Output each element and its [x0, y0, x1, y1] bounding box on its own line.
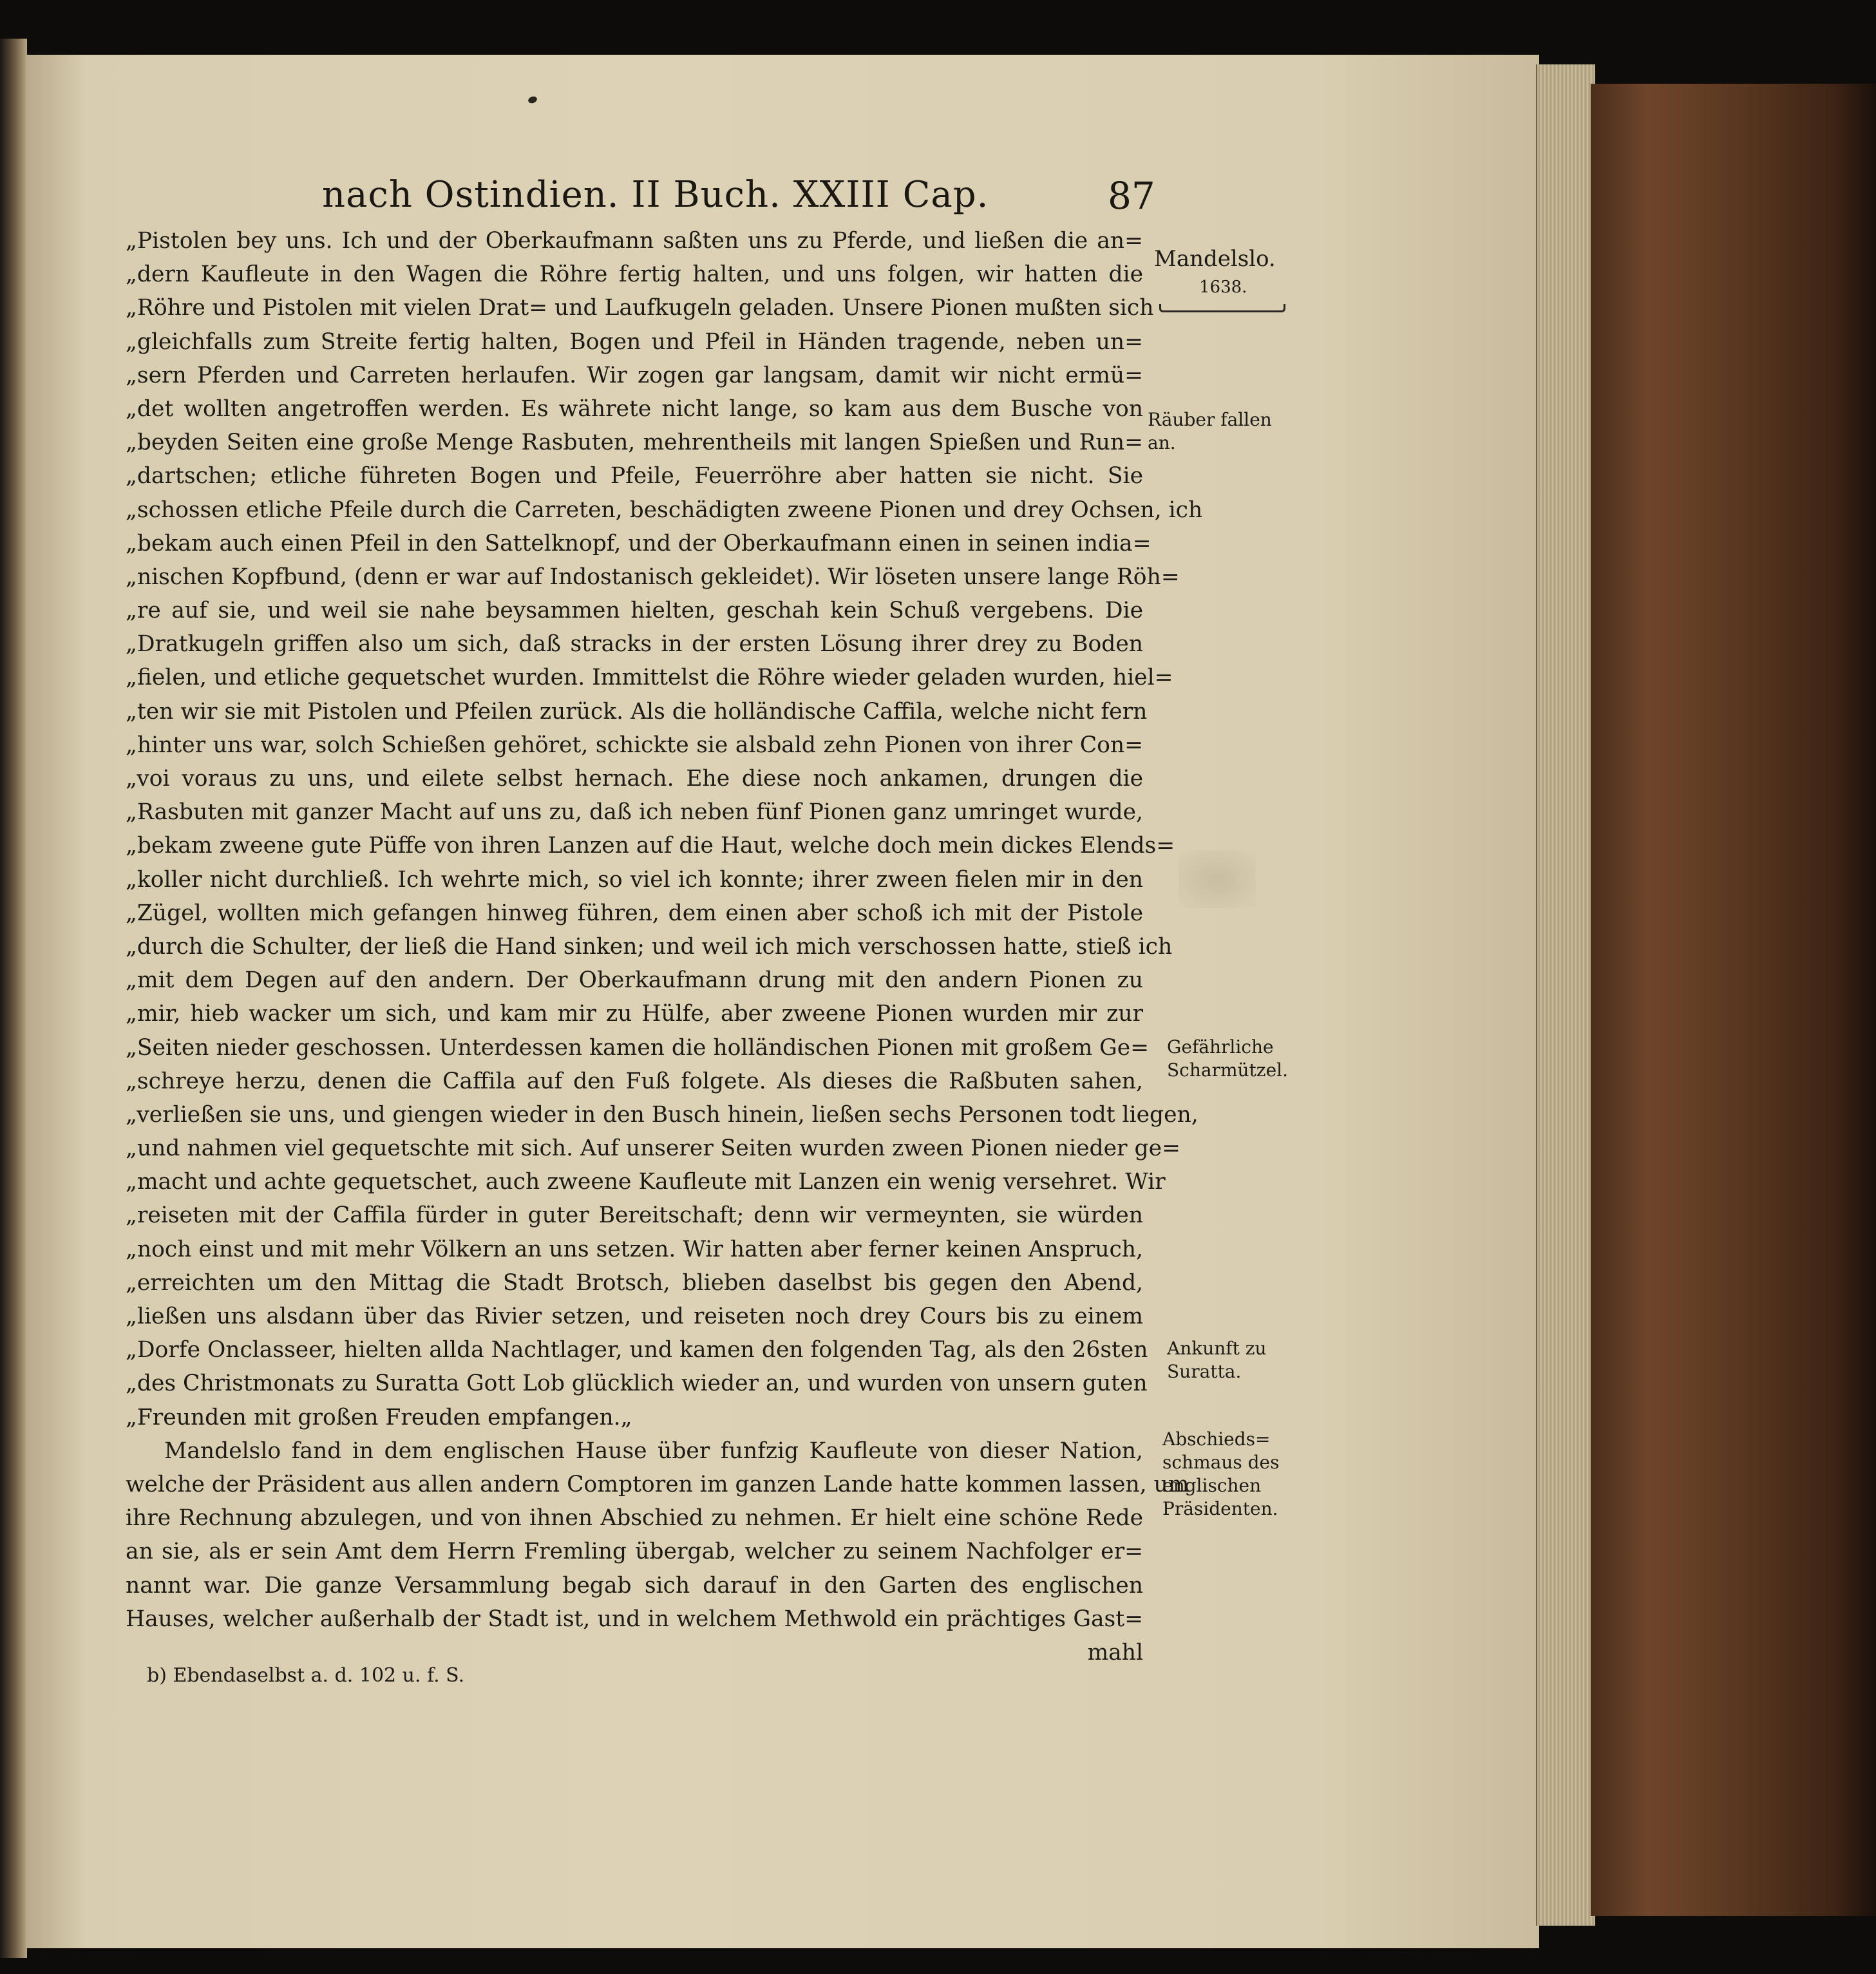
text-line: ihre Rechnung abzulegen, und von ihnen Abschied zu nehmen. Er hielt eine schöne Rede	[126, 1505, 1143, 1532]
text-line: „schossen etliche Pfeile durch die Carreten, beschädigten zweene Pionen und drey Ochsen, ich	[126, 497, 1203, 523]
page-block-edges	[1536, 64, 1595, 1926]
margin-note-line: an.	[1148, 432, 1176, 453]
margin-note-ankunft	[1167, 1337, 1267, 1383]
text-line: „Pistolen bey uns. Ich und der Oberkaufmann saßten uns zu Pferde, und ließen die an=	[126, 228, 1143, 254]
text-line: Hauses, welcher außerhalb der Stadt ist, und in welchem Methwold ein prächtiges Gast=	[126, 1606, 1143, 1632]
margin-note-abschieds	[1162, 1428, 1280, 1521]
margin-note-line: Räuber fallen	[1148, 409, 1272, 430]
text-line: „Rasbuten mit ganzer Macht auf uns zu, daß ich neben fünf Pionen ganz umringet wurde,	[126, 799, 1143, 826]
text-line: „beyden Seiten eine große Menge Rasbuten, mehrentheils mit langen Spießen und Run=	[126, 430, 1143, 456]
text-line: „macht und achte gequetschet, auch zweene Kaufleute mit Lanzen ein wenig versehret. Wir	[126, 1169, 1166, 1195]
text-line: „Dratkugeln griffen also um sich, daß stracks in der ersten Lösung ihrer drey zu Boden	[126, 631, 1143, 658]
text-line: „mir, hieb wacker um sich, und kam mir zu Hülfe, aber zweene Pionen wurden mir zur	[126, 1001, 1143, 1027]
margin-bracket	[1159, 304, 1285, 312]
margin-note-line: Suratta.	[1167, 1361, 1242, 1382]
text-line: „bekam zweene gute Püffe von ihren Lanzen auf die Haut, welche doch mein dickes Elends=	[126, 833, 1175, 859]
text-line: an sie, als er sein Amt dem Herrn Fremling übergab, welcher zu seinem Nachfolger er=	[126, 1539, 1143, 1565]
margin-note-gefaehrliche	[1167, 1036, 1288, 1082]
text-line: „fielen, und etliche gequetschet wurden. Immittelst die Röhre wieder geladen wurden, hiel=	[126, 665, 1173, 691]
margin-note-line: schmaus des	[1162, 1452, 1280, 1473]
text-line: „des Christmonats zu Suratta Gott Lob glücklich wieder an, und wurden von unsern guten	[126, 1371, 1148, 1397]
text-line: „hinter uns war, solch Schießen gehöret, schickte sie alsbald zehn Pionen von ihrer Con=	[126, 732, 1143, 758]
text-line: Mandelslo fand in dem englischen Hause über funfzig Kaufleute von dieser Nation,	[164, 1438, 1143, 1464]
main-text	[126, 224, 1203, 1669]
text-line: „reiseten mit der Caffila fürder in guter Bereitschaft; denn wir vermeynten, sie würden	[126, 1202, 1143, 1229]
margin-note-line: Präsidenten.	[1162, 1498, 1278, 1519]
text-line: „sern Pferden und Carreten herlaufen. Wir zogen gar langsam, damit wir nicht ermü=	[126, 362, 1143, 388]
text-line: „Dorfe Onclasseer, hielten allda Nachtlager, und kamen den folgenden Tag, als den 26sten	[126, 1337, 1148, 1363]
text-line: „Zügel, wollten mich gefangen hinweg führen, dem einen aber schoß ich mit der Pistole	[126, 900, 1143, 926]
page-number: 87	[1108, 174, 1155, 218]
text-line: „gleichfalls zum Streite fertig halten, Bogen und Pfeil in Händen tragende, neben un=	[126, 328, 1143, 355]
bleed-through-stain	[1179, 850, 1256, 908]
text-line: „verließen sie uns, und giengen wieder in den Busch hinein, ließen sechs Personen todt liegen,	[126, 1101, 1199, 1128]
margin-note-line: Scharmützel.	[1167, 1059, 1288, 1081]
margin-note-raeuber	[1148, 408, 1272, 455]
text-line: „voi voraus zu uns, und eilete selbst hernach. Ehe diese noch ankamen, drungen die	[126, 766, 1143, 792]
footnote: b) Ebendaselbst a. d. 102 u. f. S.	[147, 1664, 465, 1687]
text-line: „ten wir sie mit Pistolen und Pfeilen zurück. Als die holländische Caffila, welche nicht fern	[126, 698, 1148, 725]
text-line: „mit dem Degen auf den andern. Der Oberkaufmann drung mit den andern Pionen zu	[126, 967, 1143, 994]
margin-note-line: Gefährliche	[1167, 1036, 1274, 1058]
margin-note-line: Abschieds=	[1162, 1428, 1271, 1450]
text-line: „dern Kaufleute in den Wagen die Röhre fertig halten, und uns folgen, wir hatten die	[126, 261, 1143, 288]
text-line: „dartschen; etliche führeten Bogen und Pfeile, Feuerröhre aber hatten sie nicht. Sie	[126, 463, 1143, 489]
text-line: nannt war. Die ganze Versammlung begab sich darauf in den Garten des englischen	[126, 1572, 1143, 1599]
margin-note-line: englischen	[1162, 1475, 1262, 1496]
running-title: nach Ostindien. II Buch. XXIII Cap.	[322, 174, 989, 216]
text-line: „Seiten nieder geschossen. Unterdessen kamen die holländischen Pionen mit großem Ge=	[126, 1034, 1150, 1061]
adjacent-page-edge	[0, 39, 27, 1958]
text-line: „bekam auch einen Pfeil in den Sattelknopf, und der Oberkaufmann einen in seinen india=	[126, 530, 1151, 556]
text-line: „koller nicht durchließ. Ich wehrte mich, so viel ich konnte; ihrer zween fielen mir in den	[126, 866, 1143, 893]
margin-note-line: Ankunft zu	[1167, 1338, 1267, 1359]
text-line: „ließen uns alsdann über das Rivier setzen, und reiseten noch drey Cours bis zu einem	[126, 1304, 1143, 1329]
text-line: „und nahmen viel gequetschte mit sich. Auf unserer Seiten wurden zween Pionen nieder ge=	[126, 1135, 1180, 1162]
text-line: „erreichten um den Mittag die Stadt Brotsch, blieben daselbst bis gegen den Abend,	[126, 1269, 1143, 1296]
text-line: „durch die Schulter, der ließ die Hand sinken; und weil ich mich verschossen hatte, stieß ich	[126, 933, 1173, 960]
text-line: „Freunden mit großen Freuden empfangen.„	[126, 1404, 632, 1430]
margin-note-mandelslo	[1154, 245, 1276, 301]
margin-note-line: Mandelslo.	[1154, 246, 1276, 272]
text-line: „noch einst und mit mehr Völkern an uns setzen. Wir hatten aber ferner keinen Anspruch,	[126, 1236, 1143, 1262]
text-line: welche der Präsident aus allen andern Comptoren im ganzen Lande hatte kommen lassen, um	[126, 1471, 1189, 1497]
margin-note-year: 1638.	[1199, 278, 1247, 297]
leather-cover	[1591, 84, 1876, 1916]
catchword: mahl	[1087, 1639, 1143, 1666]
text-line: „re auf sie, und weil sie nahe beysammen hielten, geschah kein Schuß vergebens. Die	[126, 598, 1143, 624]
text-line: „nischen Kopfbund, (denn er war auf Indostanisch gekleidet). Wir löseten unsere lange Röh=	[126, 564, 1180, 590]
text-line: „schreye herzu, denen die Caffila auf den Fuß folgete. Als dieses die Raßbuten sahen,	[126, 1068, 1143, 1094]
text-line: „Röhre und Pistolen mit vielen Drat= und Laufkugeln geladen. Unsere Pionen mußten sich	[126, 295, 1154, 321]
text-line: „det wollten angetroffen werden. Es währete nicht lange, so kam aus dem Busche von	[126, 395, 1143, 422]
